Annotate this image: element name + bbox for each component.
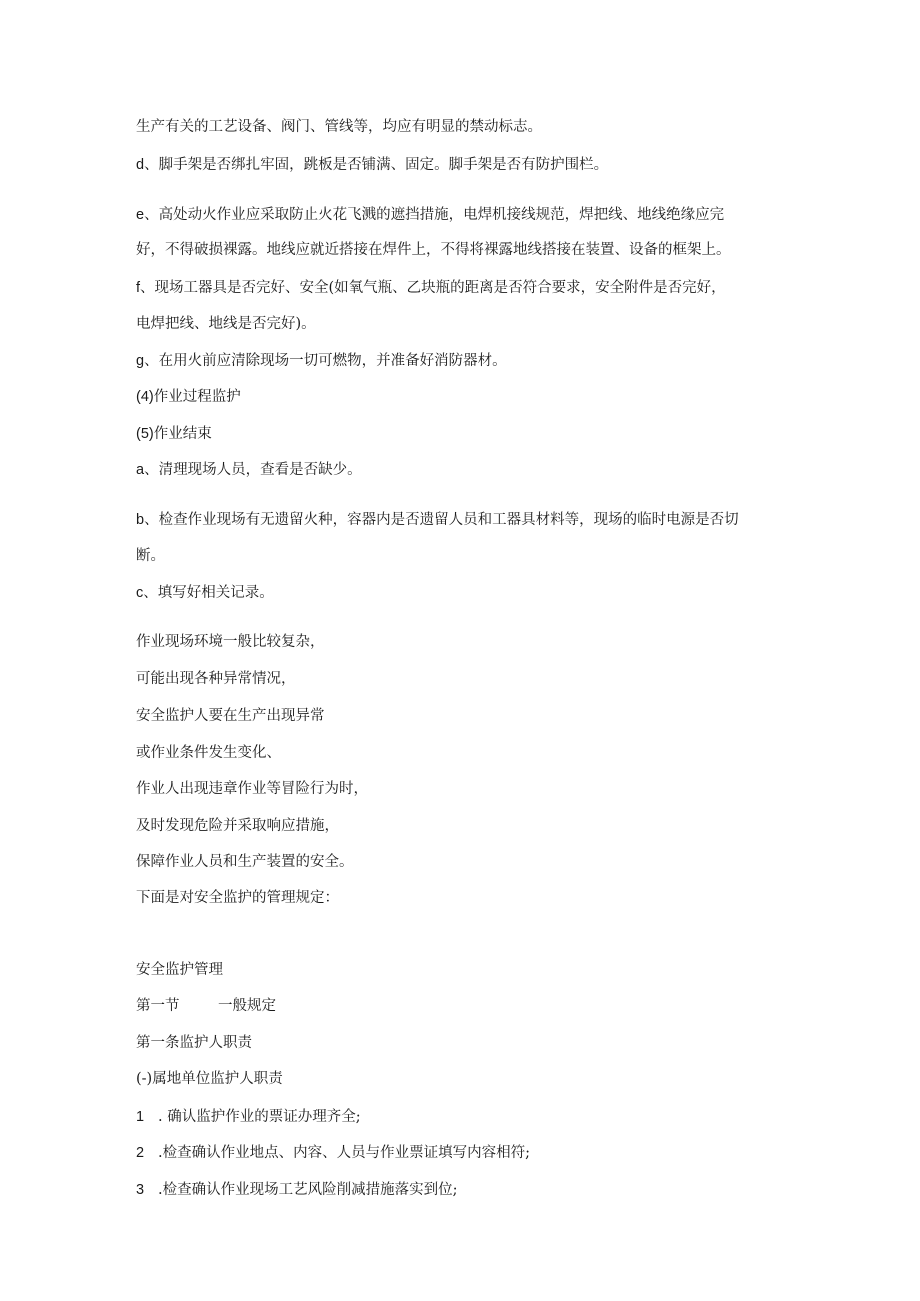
section-number: 第一节 xyxy=(136,998,180,1014)
section-title xyxy=(136,996,276,1016)
item-marker: e xyxy=(136,207,145,223)
item-marker: g xyxy=(136,353,145,369)
paragraph-line: 生产有关的工艺设备、阀门、管线等，均应有明显的禁动标志。 xyxy=(136,119,542,135)
poem-line: 及时发现危险并采取响应措施， xyxy=(136,818,339,834)
list-item-c: c、填写好相关记录。 xyxy=(136,585,274,601)
list-item-d: d、脚手架是否绑扎牢固，跳板是否铺满、固定。脚手架是否有防护围栏。 xyxy=(136,157,609,173)
numbered-item: 2 .检查确认作业地点、内容、人员与作业票证填写内容相符; xyxy=(136,1145,530,1161)
item-number: 1 xyxy=(136,1109,145,1125)
item-marker: b xyxy=(136,512,145,528)
item-marker: (4) xyxy=(136,389,154,405)
section-name: 一般规定 xyxy=(218,998,276,1014)
numbered-item: 3 .检查确认作业现场工艺风险削减措施落实到位; xyxy=(136,1182,458,1198)
poem-line: 或作业条件发生变化、 xyxy=(136,745,281,761)
list-item-e-continued: 好，不得破损裸露。地线应就近搭接在焊件上，不得将裸露地线搭接在装置、设备的框架上。 xyxy=(136,242,731,258)
item-marker: c xyxy=(136,585,144,601)
poem-line: 安全监护人要在生产出现异常 xyxy=(136,708,325,724)
item-marker: (5) xyxy=(136,426,154,442)
poem-line: 作业人出现违章作业等冒险行为时， xyxy=(136,781,368,797)
poem-line: 作业现场环境一般比较复杂， xyxy=(136,634,325,650)
article-title: 第一条监护人职责 xyxy=(136,1035,252,1051)
poem-line: 保障作业人员和生产装置的安全。 xyxy=(136,854,354,870)
list-item-a: a、清理现场人员，查看是否缺少。 xyxy=(136,462,362,478)
section-heading-5: (5)作业结束 xyxy=(136,426,212,442)
list-item-g: g、在用火前应清除现场一切可燃物，并准备好消防器材。 xyxy=(136,353,507,369)
poem-line: 可能出现各种异常情况， xyxy=(136,671,296,687)
item-number: 2 xyxy=(136,1145,145,1161)
item-number: 3 xyxy=(136,1182,145,1198)
list-item-b: b、检查作业现场有无遗留火种，容器内是否遗留人员和工器具材料等，现场的临时电源是否切 xyxy=(136,512,739,528)
document-title: 安全监护管理 xyxy=(136,962,223,978)
list-item-f-continued: 电焊把线、地线是否完好)。 xyxy=(136,316,316,332)
list-item-b-continued: 断。 xyxy=(136,548,165,564)
item-marker: a xyxy=(136,462,145,478)
item-marker: f xyxy=(136,280,141,296)
section-heading-4: (4)作业过程监护 xyxy=(136,389,241,405)
list-item-e: e、高处动火作业应采取防止火花飞溅的遮挡措施，电焊机接线规范，焊把线、地线绝缘应完 xyxy=(136,207,725,223)
list-item-f: f、现场工器具是否完好、安全(如氧气瓶、乙块瓶的距离是否符合要求，安全附件是否完好， xyxy=(136,280,726,296)
intro-line: 下面是对安全监护的管理规定： xyxy=(136,890,339,906)
numbered-item: 1 . 确认监护作业的票证办理齐全; xyxy=(136,1109,361,1125)
subsection-title: (-)属地单位监护人职责 xyxy=(136,1071,283,1087)
item-marker: d xyxy=(136,157,145,173)
